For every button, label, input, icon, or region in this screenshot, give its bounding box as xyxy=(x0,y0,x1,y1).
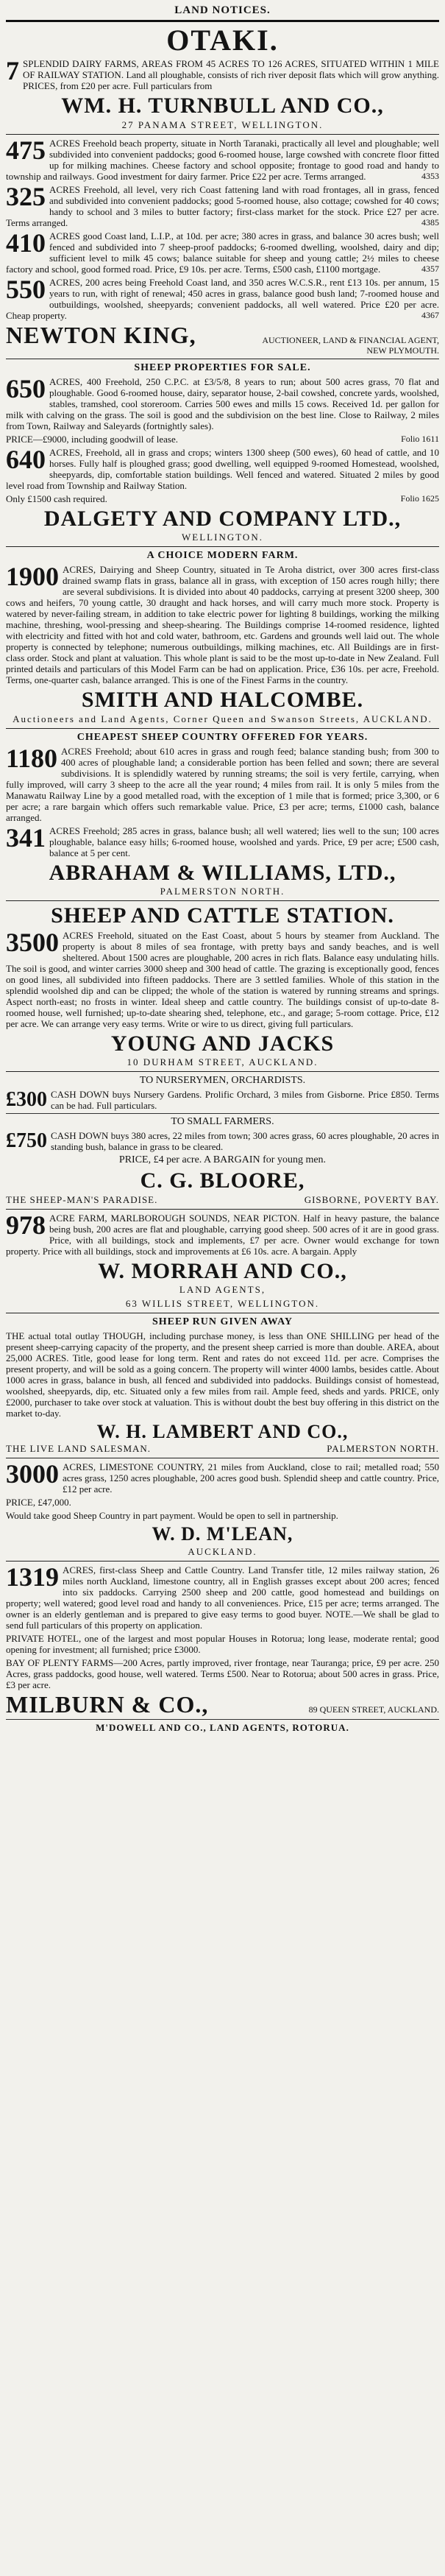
firm-tagline: THE LIVE LAND SALESMAN. xyxy=(6,1443,152,1455)
listing-folio: 4367 xyxy=(421,309,439,320)
listing-folio: 4385 xyxy=(421,216,439,227)
listing-price-row xyxy=(6,493,439,504)
divider xyxy=(6,134,439,135)
lambert-ad xyxy=(6,1316,439,1455)
newton-king-ad xyxy=(6,138,439,356)
listing-number: 650 xyxy=(6,375,46,403)
firm-name: MILBURN & CO., xyxy=(6,1690,209,1718)
smith-halcombe-ad xyxy=(6,550,439,725)
listing-number: 7 xyxy=(6,58,19,85)
footer-firm: M'DOWELL AND CO., LAND AGENTS, ROTORUA. xyxy=(96,1722,349,1734)
firm-row xyxy=(6,1690,439,1718)
listing-price: PRICE—£9000, including goodwill of lease. xyxy=(6,433,178,445)
listing-number: 1319 xyxy=(6,1564,59,1592)
firm-tagline: THE SHEEP-MAN'S PARADISE. xyxy=(6,1193,158,1205)
abraham-williams-ad xyxy=(6,732,439,898)
firm-subtitle: LAND AGENTS, xyxy=(179,1284,266,1295)
divider xyxy=(6,20,439,22)
young-jacks-ad xyxy=(6,904,439,1068)
firm-description: Auctioneers and Land Agents, Corner Queen and Swanson Streets, AUCKLAND. xyxy=(13,713,432,724)
listing-number: 550 xyxy=(6,276,46,304)
firm-name: W. D. M'LEAN, xyxy=(152,1523,293,1545)
listing-text: ACRES Freehold beach property, situate in North Taranaki, practically all level and ploughable; well subdivided into convenient paddocks; good 6-roomed house, large cowshed with concrete floor fitted up for milking machines. Cheese factory and school opposite; frontage to good road and handy to township and railways. Good investment for dairy farmer. Price £22 per acre. Terms arranged. xyxy=(6,137,439,182)
listing-text: ACRES good Coast land, L.I.P., at 10d. per acre; 380 acres in grass, and balance 30 acres bush; well fenced and subdivided into 7 sheep-proof paddocks; 6-roomed dwelling, woolshed, dairy and dip; sufficient level to milk 45 cows; balance suitable for sheep and young cattle; 2½ miles to cheese factory and school, good formed road. Price, £9 10s. per acre. Terms, £500 cash, £1100 mortgage. xyxy=(6,230,439,275)
firm-location: GISBORNE, POVERTY BAY. xyxy=(304,1193,439,1205)
section-header: LAND NOTICES. xyxy=(174,4,271,16)
listing-text: ACRES Freehold, situated on the East Coast, about 5 hours by steamer from Auckland. The property is about 8 miles of sea frontage, with pretty bays and sandy beaches, and is well sheltered. About 1500 acres are ploughable, 200 acres in rich flats. Balance easy undulating hills. The soil is good, and winter carries 3000 sheep and 300 head of cattle. The grazing is exceptionally good, fences on good lines, all subdivided into fifteen paddocks. There are 3 settled families. Whole of this station in the splendid woolshed dip and can be clipped; the whole of the station is watered by running streams and springs. Aspect north-east; no frosts in winter. Ideal sheep and cattle country. The buildings consist of up-to-date 8-roomed house, well furnished; up-to-date shearing shed, telephone, etc., and garage; 5-room cottage. Price, £12 per acre. We can arrange very easy terms. Write or wire to us direct, giving full particulars. xyxy=(6,929,439,1029)
firm-name: SMITH AND HALCOMBE. xyxy=(81,688,364,712)
listing-folio: 4353 xyxy=(421,170,439,181)
listing xyxy=(6,1130,439,1152)
listing-text: CASH DOWN buys Nursery Gardens. Prolific Orchard, 3 miles from Gisborne. Price £850. Terms can be had. Full particulars. xyxy=(51,1089,439,1111)
section-heading: A CHOICE MODERN FARM. xyxy=(146,550,299,561)
listing-price: PRICE, £4 per acre. A BARGAIN for young men. xyxy=(118,1154,327,1165)
listing-number: £300 xyxy=(6,1089,47,1111)
listing-number: 640 xyxy=(6,446,46,474)
listing-number: 475 xyxy=(6,137,46,165)
listing xyxy=(6,1461,439,1495)
otaki-listing xyxy=(6,58,439,91)
listing xyxy=(6,138,439,182)
divider xyxy=(6,1071,439,1072)
firm-name: WM. H. TURNBULL AND CO., xyxy=(61,93,384,118)
firm-address: 10 DURHAM STREET, AUCKLAND. xyxy=(127,1056,318,1068)
listing xyxy=(6,277,439,321)
listing-number: 1900 xyxy=(6,564,59,591)
firm-name: DALGETY AND COMPANY LTD., xyxy=(43,506,402,531)
listing-text: ACRES, Dairying and Sheep Country, situated in Te Aroha district, over 300 acres first-class drained swamp flats in grass, balance all in grass, with exception of 150 acres rough hilly; there are several subdivisions. It is divided into about 40 paddocks, carrying at present 3200 sheep, 300 cows and heifers, 70 young cattle, 30 draught and hack horses, and will carry much more stock. Property is watered by never-failing stream, in addition to take electric power for lighting 8 buildings, working the milking machine, threshing, wool-pressing and sheep-shearing. The Buildings comprise 14-roomed residence, lighted with electricity and fitted with hot and cold water, bathroom, etc. Gardens and grounds well laid out. The whole property is connected by telephone; numerous outbuildings, milking machines, etc. All Buildings are in first-class order. Stock and plant at valuation. This whole plant is said to be the most up-to-date in New Zealand. Full printed details and particulars of this Model Farm can be had on application. Price, £36 10s. per acre, Freehold. Terms, one-quarter cash, balance arranged. This is one of the Finest Farms in the country. xyxy=(6,564,439,685)
listing xyxy=(6,447,439,491)
listing-note: Would take good Sheep Country in part payment. Would be open to sell in partnership. xyxy=(6,1510,338,1522)
listing-number: 978 xyxy=(6,1212,46,1240)
listing xyxy=(6,825,439,858)
listing-text: ACRES Freehold; 285 acres in grass, balance bush; all well watered; lies well to the sun; 100 acres ploughable, balance easy hills; 6-roomed house, woolshed and yards. Price, £9 per acre; £500 cash, balance at 5 per cent. xyxy=(49,825,439,858)
listing-text: ACRE FARM, MARLBOROUGH SOUNDS, NEAR PICTON. Half in heavy pasture, the balance being bush, 200 acres are flat and ploughable, carrying good sheep. 500 acres of it are in good grass. Price, with all buildings, stock and implements, £7 per acre. Owner would exchange for town property. Price with all buildings, stock and improvements at £6 10s. acre. A bargain. Apply xyxy=(6,1212,439,1257)
listing-number: 325 xyxy=(6,183,46,211)
listing-text: CASH DOWN buys 380 acres, 22 miles from town; 300 acres grass, 60 acres ploughable, 20 acres in standing bush, balance in grass to be cleared. xyxy=(51,1130,439,1152)
listing-price-row xyxy=(6,434,439,445)
section-heading: SHEEP PROPERTIES FOR SALE. xyxy=(134,361,311,373)
listing xyxy=(6,564,439,685)
firm-name: ABRAHAM & WILLIAMS, LTD., xyxy=(49,860,396,885)
listing xyxy=(6,230,439,275)
section-heading: TO NURSERYMEN, ORCHARDISTS. xyxy=(139,1075,306,1086)
firm-name: C. G. BLOORE, xyxy=(140,1168,305,1193)
listing-folio: Folio 1625 xyxy=(400,493,439,504)
divider xyxy=(6,900,439,901)
divider xyxy=(6,1719,439,1720)
divider xyxy=(6,728,439,729)
divider xyxy=(6,1113,439,1114)
listing-text: ACRES, first-class Sheep and Cattle Country. Land Transfer title, 12 miles railway station, 26 miles north Auckland, limestone country, all in English grasses except about 200 acres; fenced into six paddocks. Carrying 2500 sheep and 200 cattle, good homestead and buildings on property; well watered; good level road and handy to all conveniences. Price, £15 per acre; terms arranged. The owner is an elderly gentleman and is prepared to give easy terms to good buyer. NOTE.—We shall be glad to send full particulars of this property on application. xyxy=(6,1564,439,1631)
listing-text: BAY OF PLENTY FARMS—200 Acres, partly improved, river frontage, near Tauranga; price, £9 per acre. 250 Acres, grass paddocks, good house, well watered. Terms £500. Near to Rotorua; about 500 acres in grass. Price, £3 per acre. xyxy=(6,1656,439,1690)
section-heading: SHEEP RUN GIVEN AWAY xyxy=(152,1316,293,1327)
mclean-ad xyxy=(6,1461,439,1557)
listing-folio: Folio 1611 xyxy=(401,433,439,444)
listing xyxy=(6,930,439,1029)
firm-address: WELLINGTON. xyxy=(182,532,263,543)
divider xyxy=(6,1209,439,1210)
listing-text: THE actual total outlay THOUGH, including purchase money, is less than ONE SHILLING per head of the present sheep-carrying capacity of the property, and the present sheep carried is more than double. AREA, about 25,000 ACRES. Title, good lease for long term. Rent and rates do not exceed 11d. per acre. Comprises the present property, and will be sold as a going concern. The property will winter 4000 lambs, besides cattle. About 1000 acres in grass, balance in bush, all fenced and subdivided into paddocks. Buildings consist of homestead, woolshed, sheepyards, dip, etc. Situated only a few miles from rail. Ample feed, sheds and yards. PRICE, only £2000, purchaser to take over stock at valuation. This is without doubt the best buy offering in this district on the market to-day. xyxy=(6,1330,439,1419)
listing-text: ACRES Freehold, all level, very rich Coast fattening land with road frontages, all in grass, fenced and subdivided into convenient paddocks; good 5-roomed house, also cottage; cowshed for 40 cows; handy to school and 3 miles to butter factory; first-class market for the stock. Price £27 per acre. Terms arranged. xyxy=(6,183,439,228)
listing-text: ACRES, LIMESTONE COUNTRY, 21 miles from Auckland, close to rail; metalled road; 550 acres grass, 1250 acres ploughable, 200 acres good bush. Splendid sheep and cattle country. Price, £12 per acre. xyxy=(63,1461,439,1495)
listing xyxy=(6,1213,439,1257)
listing-number: 1180 xyxy=(6,745,58,773)
listing-number: 3500 xyxy=(6,929,59,957)
listing-text: SPLENDID DAIRY FARMS, AREAS FROM 45 ACRES TO 126 ACRES, SITUATED WITHIN 1 MILE OF RAILWAY STATION. Land all ploughable, consists of rich river deposit flats which will grow anything. PRICES, from £20 per acre. Full particulars from xyxy=(23,58,439,91)
firm-tagline-row xyxy=(6,1443,439,1455)
firm-name: NEWTON KING, xyxy=(6,321,196,348)
firm-row xyxy=(6,323,439,356)
divider xyxy=(6,1561,439,1562)
listing xyxy=(6,376,439,431)
dalgety-ad xyxy=(6,362,439,544)
listing-price: Only £1500 cash required. xyxy=(6,493,107,504)
bloore-ad xyxy=(6,1075,439,1206)
listing-text: ACRES, Freehold, all in grass and crops; winters 1300 sheep (500 ewes), 60 head of cattle, and 10 horses. Fully half is ploughed grass; good dwelling, well equipped 9-roomed Homestead, woolshed, sheepyards, dip, comfortable station buildings. Well fenced and watered. Situated 2 miles by good level road from Township and Railway Station. xyxy=(6,446,439,491)
listing-text: ACRES Freehold; about 610 acres in grass and rough feed; balance standing bush; from 300 to 400 acres of ploughable land; a considerable portion has been felled and sown; there are several subdivisions. It is splendidly watered by running streams; the soil is very fertile, carrying, when fully improved, will carry 3 sheep to the acre all the year round; 4 miles from rail. It is only 5 miles from the Manawatu Railway Line by a good metalled road, with the exception of 1 mile that is formed; price 3,300, or 6 per acre; a rare bargain which offers such remarkable value. Price, £3 per acre; terms, £1000 cash, balance arranged. xyxy=(6,745,439,823)
station-title: SHEEP AND CATTLE STATION. xyxy=(51,903,394,928)
listing-folio: 4357 xyxy=(421,263,439,274)
listing-text: PRIVATE HOTEL, one of the largest and most popular Houses in Rotorua; long lease, moderate rental; good opening for investment; all furnished; price £3000. xyxy=(6,1632,439,1655)
listing xyxy=(6,746,439,823)
listing-number: 3000 xyxy=(6,1461,59,1489)
firm-description: AUCTIONEER, LAND & FINANCIAL AGENT, NEW PLYMOUTH. xyxy=(262,334,439,356)
firm-location: PALMERSTON NORTH. xyxy=(327,1443,439,1455)
firm-name: W. H. LAMBERT AND CO., xyxy=(96,1421,349,1442)
listing xyxy=(6,1564,439,1631)
divider xyxy=(6,546,439,547)
section-heading: CHEAPEST SHEEP COUNTRY OFFERED FOR YEARS. xyxy=(76,731,369,743)
firm-name: W. MORRAH AND CO., xyxy=(98,1258,347,1283)
firm-address: AUCKLAND. xyxy=(188,1545,257,1557)
listing-number: 341 xyxy=(6,825,46,853)
otaki-title: OTAKI. xyxy=(166,24,279,57)
listing-text: ACRES, 400 Freehold, 250 C.P.C. at £3/5/8, 8 years to run; about 500 acres grass, 70 flat and ploughable. Good 6-roomed house, dairy, separator house, 2-bail cowshed, concrete yards, woolshed, stables, tramshed, cool storeroom. Carries 500 ewes and mills 15 cows. Received 1d. per gallon for milk with calving on the grass. The soil is good and the subdivision on the best line. Close to Railway, 2 miles from Town, Railway and Saleyards (fortnightly sales). xyxy=(6,375,439,431)
listing-price: PRICE, £47,000. xyxy=(6,1497,71,1508)
milburn-ad xyxy=(6,1564,439,1735)
firm-name: YOUNG AND JACKS xyxy=(110,1031,335,1056)
listing xyxy=(6,1089,439,1111)
morrah-ad xyxy=(6,1213,439,1310)
firm-address: PALMERSTON NORTH. xyxy=(160,886,285,897)
otaki-ad xyxy=(6,25,439,131)
listing-text: ACRES, 200 acres being Freehold Coast land, and 350 acres W.C.S.R., rent £13 10s. per annum, 15 years to run, with right of renewal; 450 acres in grass, balance good bush land; 7-roomed house and outbuildings, woolshed, sheepyards; convenient paddocks, all well watered. Price £20 per acre. Cheap property. xyxy=(6,276,439,321)
firm-address: 63 WILLIS STREET, WELLINGTON. xyxy=(125,1298,320,1309)
firm-tagline-row xyxy=(6,1194,439,1206)
listing-number: 410 xyxy=(6,230,46,258)
firm-address: 27 PANAMA STREET, WELLINGTON. xyxy=(121,119,324,130)
firm-address: 89 QUEEN STREET, AUCKLAND. xyxy=(308,1704,439,1715)
section-heading: TO SMALL FARMERS. xyxy=(171,1116,274,1127)
listing-number: £750 xyxy=(6,1130,47,1152)
listing xyxy=(6,184,439,228)
